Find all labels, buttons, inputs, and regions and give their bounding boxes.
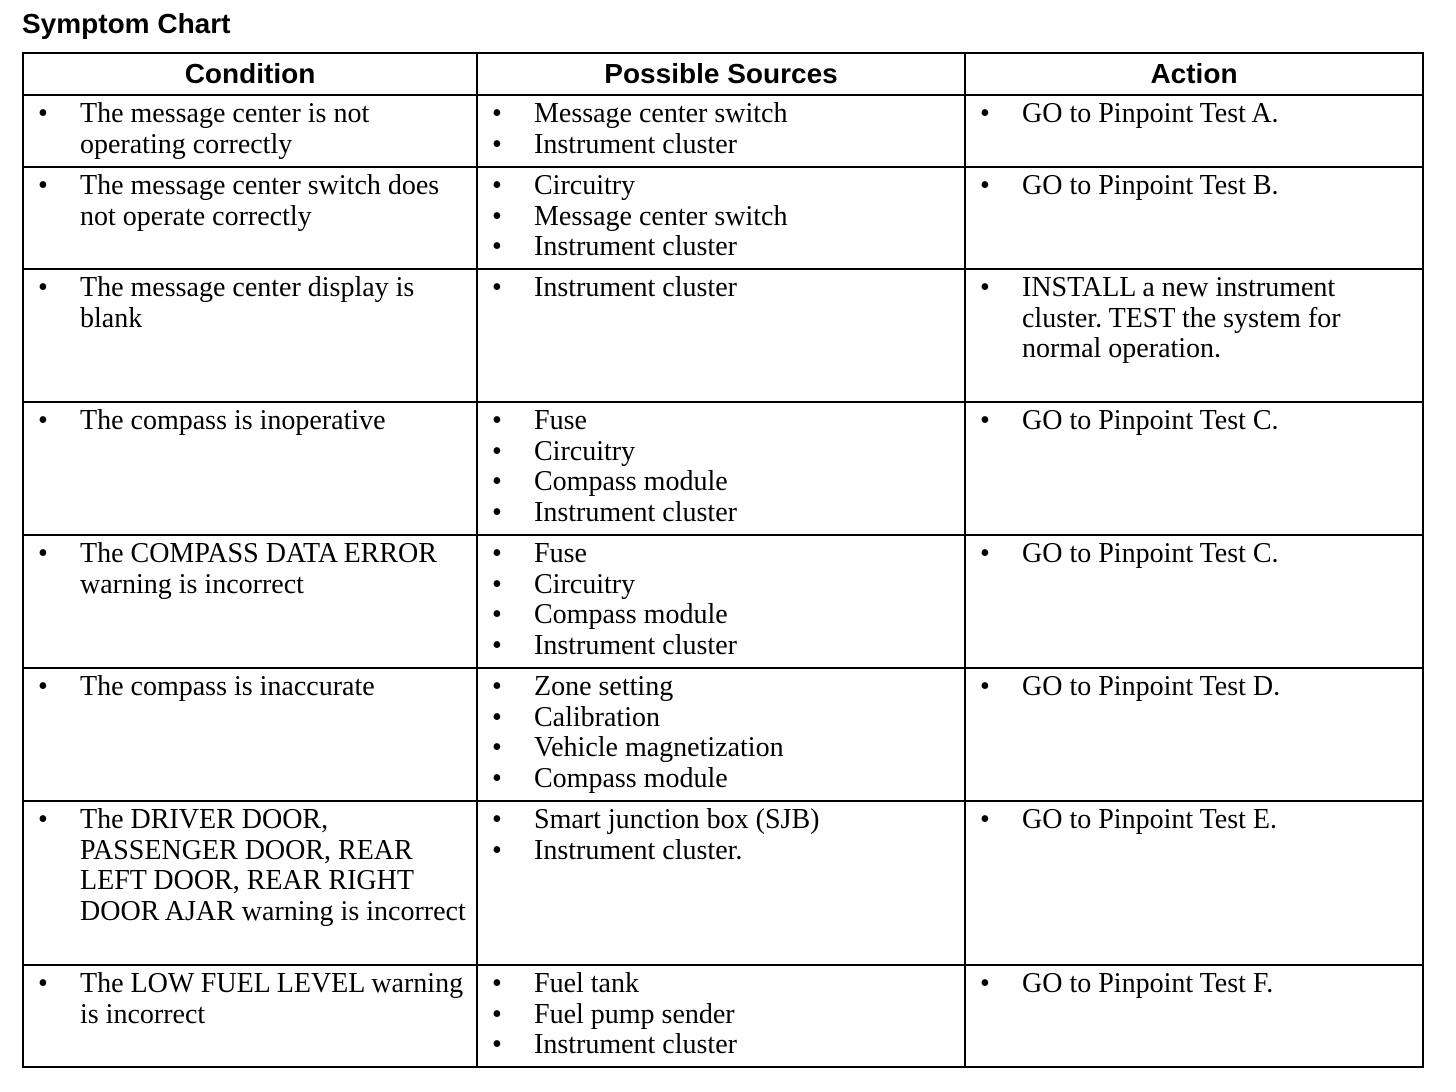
condition-text: • The LOW FUEL LEVEL warning is incorrect (32, 969, 466, 1030)
sources-cell (477, 402, 965, 535)
action-text: • GO to Pinpoint Test D. (974, 672, 1412, 703)
source-item: • Circuitry (486, 437, 954, 468)
action-text: • GO to Pinpoint Test C. (974, 539, 1412, 570)
action-cell (965, 269, 1423, 402)
condition-text: • The COMPASS DATA ERROR warning is incorrect (32, 539, 466, 600)
action-cell (965, 801, 1423, 965)
source-item: • Fuel pump sender (486, 1000, 954, 1031)
condition-header: Condition (23, 53, 477, 95)
action-text: • GO to Pinpoint Test A. (974, 99, 1412, 130)
action-header: Action (965, 53, 1423, 95)
source-item: • Message center switch (486, 99, 954, 130)
table-row (23, 95, 1423, 167)
action-text: • GO to Pinpoint Test B. (974, 171, 1412, 202)
source-item: • Instrument cluster (486, 232, 954, 263)
source-item: • Message center switch (486, 202, 954, 233)
action-text: • GO to Pinpoint Test F. (974, 969, 1412, 1000)
sources-cell (477, 269, 965, 402)
action-cell (965, 167, 1423, 269)
sources-cell (477, 167, 965, 269)
sources-cell (477, 535, 965, 668)
source-item: • Fuel tank (486, 969, 954, 1000)
action-text: • GO to Pinpoint Test C. (974, 406, 1412, 437)
table-row (23, 535, 1423, 668)
source-item: • Instrument cluster (486, 1030, 954, 1061)
condition-cell (23, 402, 477, 535)
condition-cell (23, 535, 477, 668)
table-row (23, 167, 1423, 269)
source-item: • Compass module (486, 467, 954, 498)
source-item: • Compass module (486, 764, 954, 795)
action-text: • INSTALL a new instrument cluster. TEST the system for normal operation. (974, 273, 1412, 365)
condition-text: • The DRIVER DOOR, PASSENGER DOOR, REAR LEFT DOOR, REAR RIGHT DOOR AJAR warning is incorrect (32, 805, 466, 927)
condition-cell (23, 668, 477, 801)
source-item: • Calibration (486, 703, 954, 734)
table-row (23, 269, 1423, 402)
table-row (23, 402, 1423, 535)
condition-text: • The message center display is blank (32, 273, 466, 334)
condition-cell (23, 965, 477, 1067)
source-item: • Fuse (486, 539, 954, 570)
sources-cell (477, 95, 965, 167)
source-item: • Instrument cluster (486, 273, 954, 304)
condition-cell (23, 167, 477, 269)
source-item: • Fuse (486, 406, 954, 437)
action-cell (965, 965, 1423, 1067)
action-cell (965, 95, 1423, 167)
source-item: • Instrument cluster (486, 130, 954, 161)
condition-text: • The compass is inoperative (32, 406, 466, 437)
source-item: • Smart junction box (SJB) (486, 805, 954, 836)
action-text: • GO to Pinpoint Test E. (974, 805, 1412, 836)
action-cell (965, 402, 1423, 535)
source-item: • Instrument cluster. (486, 836, 954, 867)
source-item: • Instrument cluster (486, 498, 954, 529)
sources-header: Possible Sources (477, 53, 965, 95)
source-item: • Circuitry (486, 171, 954, 202)
condition-text: • The message center is not operating correctly (32, 99, 466, 160)
sources-cell (477, 965, 965, 1067)
table-row (23, 965, 1423, 1067)
source-item: • Vehicle magnetization (486, 733, 954, 764)
condition-text: • The compass is inaccurate (32, 672, 466, 703)
table-row (23, 801, 1423, 965)
sources-cell (477, 801, 965, 965)
condition-cell (23, 95, 477, 167)
page-title: Symptom Chart (22, 8, 231, 39)
action-cell (965, 535, 1423, 668)
sources-cell (477, 668, 965, 801)
symptom-chart-table (22, 52, 1424, 1068)
source-item: • Zone setting (486, 672, 954, 703)
table-row (23, 668, 1423, 801)
action-cell (965, 668, 1423, 801)
source-item: • Circuitry (486, 570, 954, 601)
condition-cell (23, 801, 477, 965)
condition-text: • The message center switch does not operate correctly (32, 171, 466, 232)
source-item: • Compass module (486, 600, 954, 631)
header-row (23, 53, 1423, 95)
source-item: • Instrument cluster (486, 631, 954, 662)
condition-cell (23, 269, 477, 402)
